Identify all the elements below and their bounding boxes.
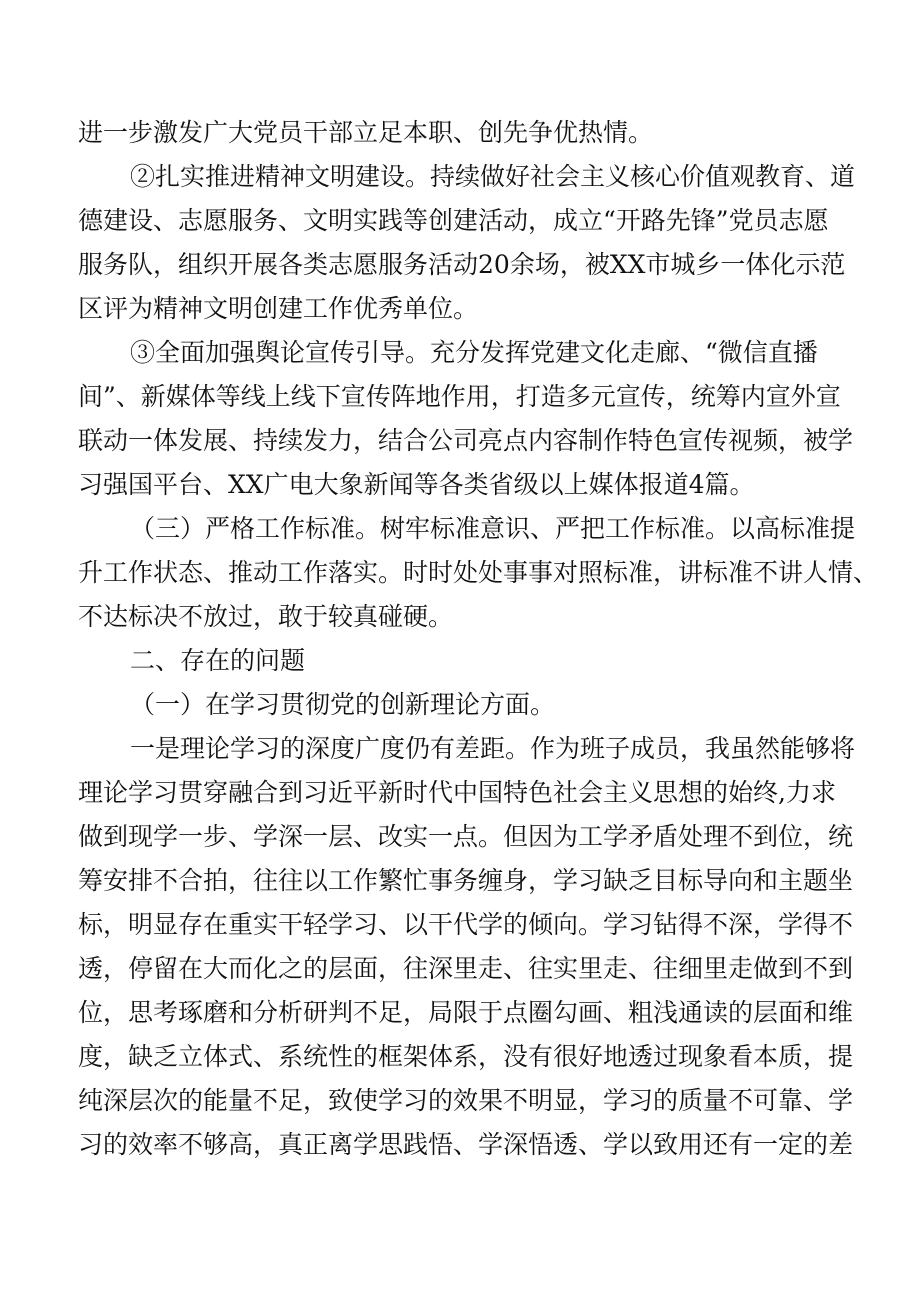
- section-heading: 二、存在的问题: [130, 646, 306, 675]
- text-line-2: ②扎实推进精神文明建设。持续做好社会主义核心价值观教育、道: [130, 162, 856, 191]
- text-line-10: （三）严格工作标准。树牢标准意识、严把工作标准。以高标准提: [130, 514, 856, 543]
- text-line-11: 升工作状态、推动工作落实。时时处处事事对照标准，讲标准不讲人情、: [78, 558, 879, 587]
- text-line-24: 习的效率不够高，真正离学思践悟、学深悟透、学以致用还有一定的差: [78, 1130, 854, 1159]
- text-line-17: 做到现学一步、学深一层、改实一点。但因为工学矛盾处理不到位，统: [78, 822, 854, 851]
- text-line-8: 联动一体发展、持续发力，结合公司亮点内容制作特色宣传视频，被学: [78, 426, 854, 455]
- text-line-21: 位，思考琢磨和分析研判不足，局限于点圈勾画、粗浅通读的层面和维: [78, 998, 854, 1027]
- text-line-12: 不达标决不放过，敢于较真碰硬。: [78, 602, 454, 631]
- text-line-6: ③全面加强舆论宣传引导。充分发挥党建文化走廊、“微信直播: [130, 338, 818, 367]
- text-line-19: 标，明显存在重实干轻学习、以干代学的倾向。学习钻得不深，学得不: [78, 910, 854, 939]
- text-line-22: 度，缺乏立体式、系统性的框架体系，没有很好地透过现象看本质，提: [78, 1042, 854, 1071]
- text-line-9: 习强国平台、XX广电大象新闻等各类省级以上媒体报道4篇。: [78, 470, 755, 499]
- text-line-20: 透，停留在大而化之的层面，往深里走、往实里走、往细里走做到不到: [78, 954, 854, 983]
- text-line-23: 纯深层次的能量不足，致使学习的效果不明显，学习的质量不可靠、学: [78, 1086, 854, 1115]
- text-line-16: 理论学习贯穿融合到习近平新时代中国特色社会主义思想的始终,力求: [78, 778, 836, 807]
- text-line-18: 筹安排不合拍，往往以工作繁忙事务缠身，学习缺乏目标导向和主题坐: [78, 866, 854, 895]
- text-line-3: 德建设、志愿服务、文明实践等创建活动，成立“开路先锋”党员志愿: [78, 206, 829, 235]
- text-line-1: 进一步激发广大党员干部立足本职、创先争优热情。: [78, 118, 654, 147]
- text-line-15: 一是理论学习的深度广度仍有差距。作为班子成员，我虽然能够将: [130, 734, 856, 763]
- text-line-5: 区评为精神文明创建工作优秀单位。: [78, 294, 479, 323]
- text-line-4: 服务队，组织开展各类志愿服务活动20余场，被XX市城乡一体化示范: [78, 250, 846, 279]
- subsection-heading: （一）在学习贯彻党的创新理论方面。: [130, 690, 556, 719]
- text-line-7: 间”、新媒体等线上线下宣传阵地作用，打造多元宣传，统筹内宣外宣: [78, 382, 841, 411]
